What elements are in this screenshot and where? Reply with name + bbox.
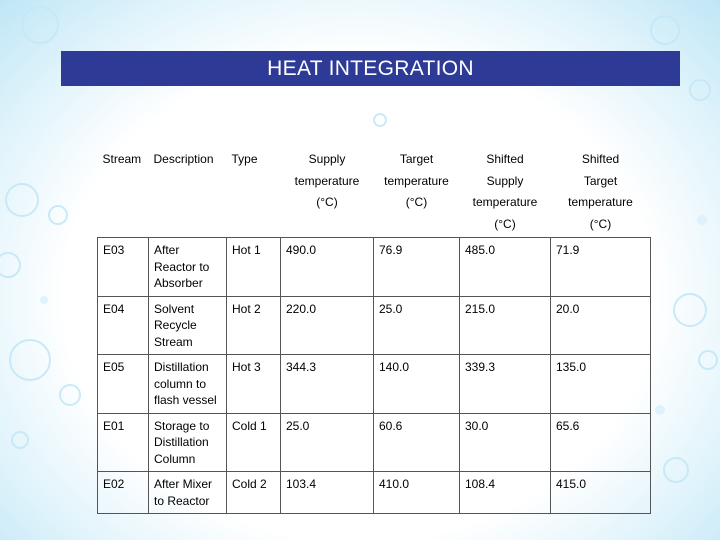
cell-description: After Mixer to Reactor [149, 472, 227, 514]
header-shifted-supply-temperature: Shifted Supply temperature (°C) [472, 152, 538, 231]
cell-shifted-supply: 30.0 [460, 413, 551, 472]
table-row [98, 413, 651, 472]
table-row [98, 238, 651, 297]
cell-stream: E03 [98, 238, 149, 297]
cell-shifted-target: 135.0 [551, 355, 651, 414]
cell-target: 25.0 [374, 296, 460, 355]
cell-description: Solvent Recycle Stream [149, 296, 227, 355]
cell-shifted-supply: 485.0 [460, 238, 551, 297]
header-target-temperature: Target temperature (°C) [384, 152, 449, 209]
cell-stream: E02 [98, 472, 149, 514]
cell-supply: 490.0 [281, 238, 374, 297]
cell-description: Storage to Distillation Column [149, 413, 227, 472]
cell-target: 140.0 [374, 355, 460, 414]
heat-integration-table [97, 144, 651, 514]
cell-type: Cold 2 [227, 472, 281, 514]
cell-type: Hot 2 [227, 296, 281, 355]
header-row [98, 144, 651, 238]
slide-title: HEAT INTEGRATION [61, 51, 680, 86]
cell-type: Hot 1 [227, 238, 281, 297]
header-shifted-target-temperature: Shifted Target temperature (°C) [568, 152, 633, 231]
table-row [98, 472, 651, 514]
table-row [98, 296, 651, 355]
header-supply-temperature: Supply temperature (°C) [294, 152, 360, 209]
cell-target: 60.6 [374, 413, 460, 472]
cell-supply: 220.0 [281, 296, 374, 355]
cell-supply: 103.4 [281, 472, 374, 514]
cell-shifted-supply: 215.0 [460, 296, 551, 355]
header-type: Type [231, 152, 258, 166]
cell-target: 76.9 [374, 238, 460, 297]
header-description: Description [153, 152, 214, 166]
cell-description: Distillation column to flash vessel [149, 355, 227, 414]
cell-type: Hot 3 [227, 355, 281, 414]
cell-target: 410.0 [374, 472, 460, 514]
cell-shifted-target: 20.0 [551, 296, 651, 355]
cell-shifted-target: 65.6 [551, 413, 651, 472]
cell-shifted-target: 71.9 [551, 238, 651, 297]
header-stream: Stream [102, 152, 142, 166]
cell-supply: 25.0 [281, 413, 374, 472]
cell-description: After Reactor to Absorber [149, 238, 227, 297]
cell-supply: 344.3 [281, 355, 374, 414]
cell-stream: E04 [98, 296, 149, 355]
cell-stream: E01 [98, 413, 149, 472]
cell-shifted-target: 415.0 [551, 472, 651, 514]
cell-stream: E05 [98, 355, 149, 414]
cell-shifted-supply: 108.4 [460, 472, 551, 514]
cell-type: Cold 1 [227, 413, 281, 472]
cell-shifted-supply: 339.3 [460, 355, 551, 414]
table-row [98, 355, 651, 414]
